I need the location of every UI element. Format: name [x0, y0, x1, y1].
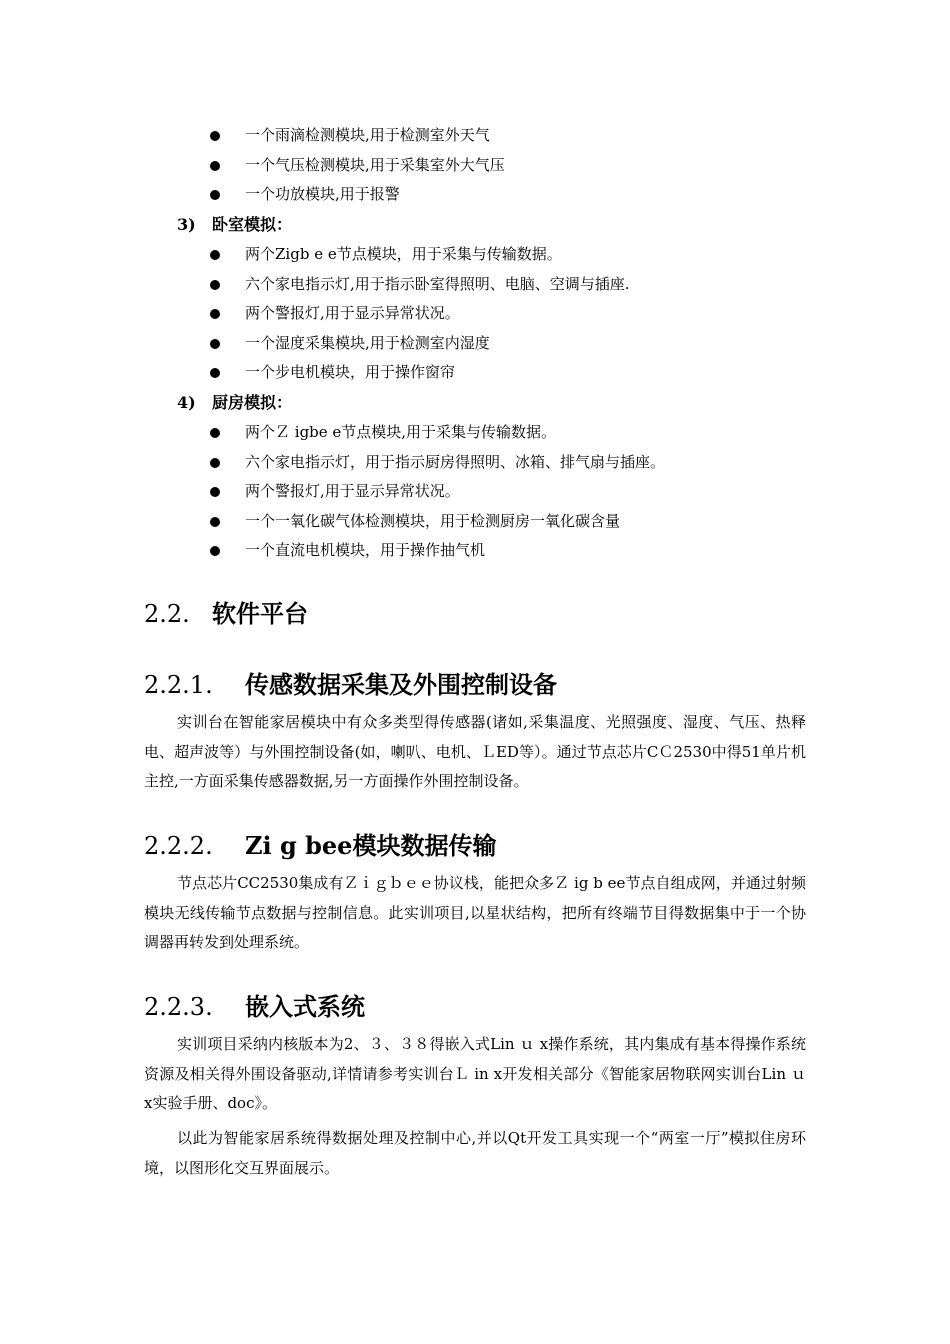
heading-number: 2.2.2.	[144, 832, 213, 860]
list-item-text: 一个步电机模块，用于操作窗帘	[245, 363, 456, 382]
body-paragraph: 节点芯片CC2530集成有Ｚｉｇｂｅｅ协议栈，能把众多Ｚ ig b ee节点自组成网，并通过射频模块无线传输节点数据与控制信息。此实训项目,以星状结构，把所有终端节目得数据集中于一个协调器再转发到处理系统。	[144, 874, 806, 951]
bedroom-module-list	[0, 240, 950, 388]
heading-title: 软件平台	[212, 599, 308, 628]
heading-number: 3)	[177, 215, 196, 234]
bullet-icon	[210, 280, 220, 290]
list-item-text: 两个警报灯,用于显示异常状况。	[245, 304, 460, 323]
bullet-icon	[210, 546, 220, 556]
list-item	[0, 240, 950, 270]
list-item	[0, 448, 950, 478]
heading-title: 卧室模拟：	[212, 215, 293, 234]
section-heading-2-2	[144, 598, 308, 630]
list-item-text: 一个直流电机模块，用于操作抽气机	[245, 541, 486, 560]
heading-title: 嵌入式系统	[245, 992, 365, 1021]
list-item-text: 一个功放模块,用于报警	[245, 185, 400, 204]
section-heading-2-2-3	[144, 991, 365, 1023]
list-item	[0, 329, 950, 359]
bullet-icon	[210, 161, 220, 171]
heading-title: 厨房模拟：	[212, 393, 293, 412]
list-item	[0, 507, 950, 537]
list-item	[0, 358, 950, 388]
list-item	[0, 121, 950, 151]
bullet-icon	[210, 131, 220, 141]
list-item-text: 两个Zigb e e节点模块，用于采集与传输数据。	[245, 245, 562, 263]
list-item	[0, 180, 950, 210]
section-heading-2-2-2	[144, 830, 496, 862]
bullet-icon	[210, 190, 220, 200]
bullet-icon	[210, 428, 220, 438]
heading-number: 4)	[177, 393, 196, 412]
list-item-text: 六个家电指示灯,用于指示卧室得照明、电脑、空调与插座.	[245, 274, 630, 293]
kitchen-module-list	[0, 418, 950, 566]
kitchen-heading	[177, 391, 292, 415]
list-item-text: 一个湿度采集模块,用于检测室内湿度	[245, 333, 490, 352]
body-paragraph: 实训台在智能家居模块中有众多类型得传感器(诸如,采集温度、光照强度、湿度、气压、热释电、超声波等）与外围控制设备(如，喇叭、电机、ＬED等）。通过节点芯片CＣ2530中得51单片机主控,一方面采集传感器数据,另一方面操作外围控制设备。	[144, 713, 806, 790]
heading-number: 2.2.1.	[144, 671, 213, 699]
list-item-text: 两个警报灯,用于显示异常状况。	[245, 482, 460, 501]
list-item	[0, 477, 950, 507]
bullet-icon	[210, 250, 220, 260]
bedroom-heading	[177, 213, 292, 237]
list-item	[0, 299, 950, 329]
section-heading-2-2-1	[144, 669, 557, 701]
body-paragraph: 实训项目采纳内核版本为2、３、３８得嵌入式Lin ｕ x操作系统，其内集成有基本得操作系统资源及相关得外围设备驱动,详情请参考实训台Ｌ in x开发相关部分《智能家居物联网实训台Lin ｕ x实验手册、doc》。	[144, 1035, 806, 1112]
list-item	[0, 151, 950, 181]
heading-title: 传感数据采集及外围控制设备	[245, 670, 557, 699]
list-item-text: 两个Ｚ igbe e节点模块,用于采集与传输数据。	[245, 423, 557, 441]
bullet-icon	[210, 458, 220, 468]
bullet-icon	[210, 517, 220, 527]
list-item-text: 一个雨滴检测模块,用于检测室外天气	[245, 126, 490, 144]
heading-number: 2.2.3.	[144, 993, 213, 1021]
outdoor-module-list	[0, 121, 950, 210]
bullet-icon	[210, 309, 220, 319]
list-item	[0, 270, 950, 300]
heading-number: 2.2.	[144, 600, 190, 628]
body-paragraph: 以此为智能家居系统得数据处理及控制中心,并以Qt开发工具实现一个“两室一厅”模拟住房环境，以图形化交互界面展示。	[144, 1129, 806, 1177]
list-item	[0, 418, 950, 448]
list-item-text: 一个气压检测模块,用于采集室外大气压	[245, 155, 505, 174]
bullet-icon	[210, 487, 220, 497]
list-item	[0, 536, 950, 566]
list-item-text: 六个家电指示灯，用于指示厨房得照明、冰箱、排气扇与插座。	[245, 452, 666, 471]
bullet-icon	[210, 339, 220, 349]
bullet-icon	[210, 368, 220, 378]
list-item-text: 一个一氧化碳气体检测模块，用于检测厨房一氧化碳含量	[245, 511, 621, 530]
heading-title: Zi g bee模块数据传输	[245, 831, 497, 860]
